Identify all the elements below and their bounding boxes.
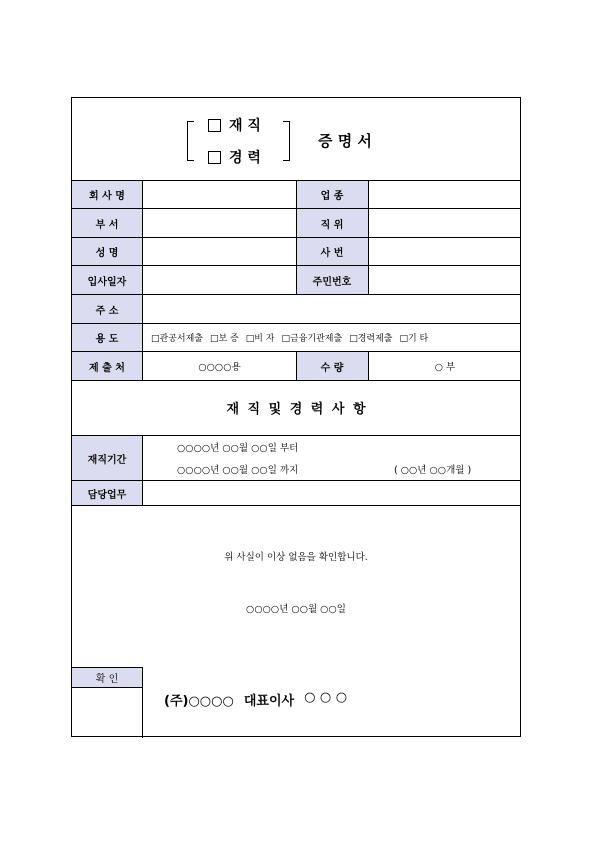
career-option[interactable] [208,147,261,167]
purpose-option-guarantee[interactable]: □보 증 [209,334,239,344]
representative-name: ○ ○ ○ [304,690,348,705]
employment-option[interactable] [208,115,261,135]
quantity-label: 수 량 [296,352,368,380]
stamp-top-line [72,667,142,668]
left-bracket [187,121,194,161]
purpose-option-other[interactable]: □기 타 [399,334,429,344]
business-type-field[interactable] [369,181,521,208]
period-label: 재직기간 [72,436,142,480]
form-header [72,98,520,180]
employee-no-field[interactable] [369,238,521,265]
department-field[interactable] [143,209,296,237]
purpose-option-financial[interactable]: □금융기관제출 [281,334,343,344]
column-divider [296,351,297,380]
representative-title: 대표이사 [243,694,295,709]
stamp-box[interactable] [73,688,142,736]
company-name-field[interactable] [143,181,296,208]
address-label: 주 소 [72,295,142,323]
position-field[interactable] [369,209,521,237]
hire-date-field[interactable] [143,266,296,294]
confirm-date: ○○○○년 ○○월 ○○일 [246,604,346,615]
hire-date-label: 입사일자 [72,266,142,294]
name-label: 성 명 [72,238,142,265]
purpose-option-career[interactable]: □경력제출 [349,334,393,344]
employee-no-label: 사 번 [296,238,368,265]
certificate-form [71,97,521,737]
resident-no-label: 주민번호 [296,266,368,294]
stamp-label: 확 인 [72,668,142,687]
company-name-label: 회 사 명 [72,181,142,208]
address-field[interactable] [143,295,521,323]
career-checkbox[interactable] [208,151,221,164]
duty-field[interactable] [143,481,521,505]
resident-no-field[interactable] [369,266,521,294]
submit-to-label: 제 출 처 [72,352,142,380]
company-name: (주)○○○○ [164,694,234,709]
column-divider [296,180,297,294]
period-to[interactable]: ○○○○년 ○○월 ○○일 까지 [177,465,299,476]
employment-checkbox[interactable] [208,119,221,132]
employment-label: 재 직 [229,118,261,134]
business-type-label: 업 종 [296,181,368,208]
purpose-label: 용 도 [72,324,142,351]
column-divider [142,667,143,738]
period-total[interactable]: ( ○○년 ○○개월 ) [394,465,472,476]
position-label: 직 위 [296,209,368,237]
purpose-option-visa[interactable]: □비 자 [245,334,275,344]
section-title: 재 직 및 경 력 사 항 [226,402,366,417]
form-title: 증 명 서 [318,132,372,150]
confirm-statement: 위 사실이 이상 없음을 확인합니다. [224,552,368,563]
company-signature [164,690,347,709]
period-from[interactable]: ○○○○년 ○○월 ○○일 부터 [177,443,299,454]
purpose-options [143,324,521,351]
submit-to-value[interactable]: ○○○○용 [198,362,241,373]
duty-label: 담당업무 [72,481,142,505]
right-bracket [283,121,290,161]
career-label: 경 력 [229,150,261,166]
department-label: 부 서 [72,209,142,237]
quantity-value[interactable]: ○ 부 [434,362,456,373]
purpose-option-government[interactable]: □관공서제출 [151,334,203,344]
row-divider [72,505,520,506]
name-field[interactable] [143,238,296,265]
